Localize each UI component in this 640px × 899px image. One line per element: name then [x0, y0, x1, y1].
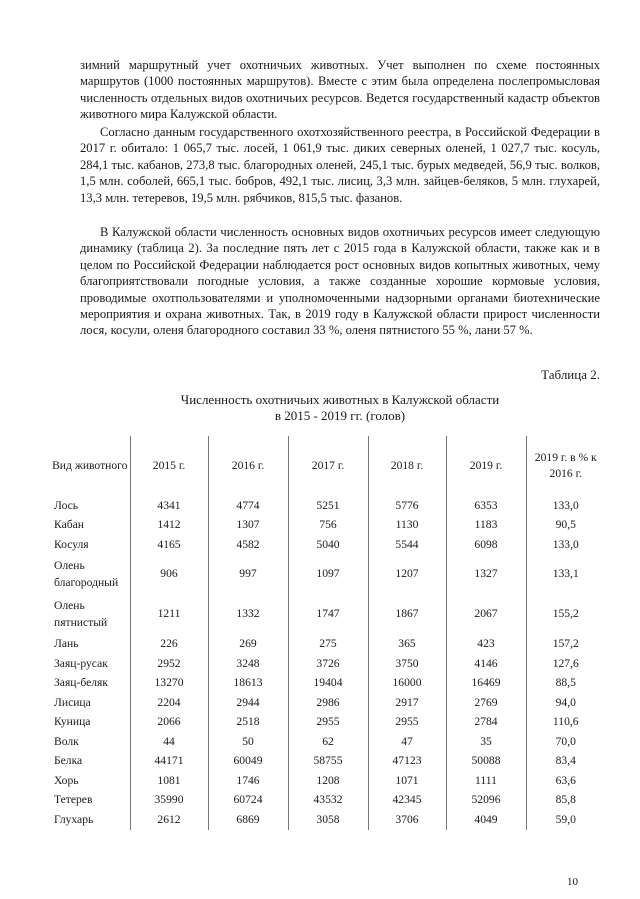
header-2016: 2016 г.: [208, 436, 288, 496]
value-cell: 18613: [208, 674, 288, 694]
value-cell: 1211: [130, 595, 208, 635]
value-cell: 2066: [130, 713, 208, 733]
value-cell: 133,0: [526, 496, 605, 516]
table-row: [50, 771, 605, 791]
value-cell: 5040: [288, 535, 368, 555]
table-row: [50, 496, 605, 516]
species-cell: Волк: [54, 734, 79, 748]
table-row: [50, 713, 605, 733]
species-cell: Глухарь: [54, 812, 94, 826]
table-row: [50, 555, 605, 595]
value-cell: 50: [208, 732, 288, 752]
value-cell: 3750: [368, 654, 446, 674]
table-row: [50, 752, 605, 772]
value-cell: 13270: [130, 674, 208, 694]
table-row: [50, 732, 605, 752]
species-cell: Олень благородный: [54, 559, 119, 589]
table-row: [50, 516, 605, 536]
paragraph-3-text: В Калужской области численность основных видов охотничьих ресурсов имеет следующую динамику (таблица 2). За последние пять лет с 2015 года в Калужской области, также как и в целом по Российской Федерации наблюдается рост основных видов копытных животных, чему благоприятствовали погодные условия, а также созданные хорошие кормовые условия, проводимые охотпользователями и уполномоченными надзорными органами биотехнические мероприятия и охрана животных. Так, в 2019 году в Калужской области прирост численности лося, косули, оленя благородного составил 33 %, оленя пятнистого 55 %, лани 57 %.: [80, 225, 600, 338]
value-cell: 1207: [368, 555, 446, 595]
value-cell: 16469: [446, 674, 526, 694]
table-label: Таблица 2.: [541, 367, 600, 382]
species-cell: Косуля: [54, 537, 89, 551]
value-cell: 35990: [130, 791, 208, 811]
value-cell: 5251: [288, 496, 368, 516]
value-cell: 756: [288, 516, 368, 536]
paragraph-2-text: Согласно данным государственного охотхозяйственного реестра, в Российской Федерации в 2017 г. обитало: 1 065,7 тыс. лосей, 1 061,9 тыс. диких северных оленей, 1 027,7 тыс. косуль, 284,1 тыс. кабанов, 273,8 тыс. благородных оленей, 245,1 тыс. бурых медведей, 56,9 тыс. волков, 1,5 млн. соболей, 665,1 тыс. бобров, 492,1 тыс. лисиц, 3,3 млн. зайцев-беляков, 5 млн. глухарей, 13,3 млн. тетеревов, 19,5 млн. рябчиков, 815,5 тыс. фазанов.: [80, 125, 600, 205]
value-cell: 58755: [288, 752, 368, 772]
value-cell: 269: [208, 635, 288, 655]
value-cell: 63,6: [526, 771, 605, 791]
value-cell: 1130: [368, 516, 446, 536]
value-cell: 62: [288, 732, 368, 752]
value-cell: 2955: [288, 713, 368, 733]
value-cell: 52096: [446, 791, 526, 811]
value-cell: 127,6: [526, 654, 605, 674]
species-cell: Тетерев: [54, 793, 93, 806]
value-cell: 1332: [208, 595, 288, 635]
table-row: [50, 791, 605, 811]
value-cell: 1746: [208, 771, 288, 791]
header-2018: 2018 г.: [368, 436, 446, 496]
value-cell: 1327: [446, 555, 526, 595]
value-cell: 19404: [288, 674, 368, 694]
table-row: [50, 810, 605, 830]
value-cell: 47: [368, 732, 446, 752]
species-cell: Куница: [54, 715, 91, 728]
value-cell: 90,5: [526, 516, 605, 536]
value-cell: 2952: [130, 654, 208, 674]
value-cell: 2769: [446, 693, 526, 713]
value-cell: 226: [130, 635, 208, 655]
header-2019: 2019 г.: [446, 436, 526, 496]
value-cell: 35: [446, 732, 526, 752]
header-2015: 2015 г.: [130, 436, 208, 496]
value-cell: 83,4: [526, 752, 605, 772]
header-species: Вид животного: [52, 458, 128, 472]
value-cell: 6098: [446, 535, 526, 555]
value-cell: 47123: [368, 752, 446, 772]
value-cell: 1747: [288, 595, 368, 635]
value-cell: 2784: [446, 713, 526, 733]
species-cell: Лось: [54, 498, 79, 512]
value-cell: 4165: [130, 535, 208, 555]
paragraph-1-text: зимний маршрутный учет охотничьих животных. Учет выполнен по схеме постоянных маршрутов (1000 постоянных маршрутов). Вместе с этим была определена послепромысловая численность отдельных видов охотничьих ресурсов. Ведется государственный кадастр объектов животного мира Калужской области.: [80, 58, 600, 122]
value-cell: 1097: [288, 555, 368, 595]
value-cell: 2518: [208, 713, 288, 733]
value-cell: 2986: [288, 693, 368, 713]
value-cell: 2612: [130, 810, 208, 830]
value-cell: 155,2: [526, 595, 605, 635]
value-cell: 3726: [288, 654, 368, 674]
table-row: [50, 654, 605, 674]
value-cell: 70,0: [526, 732, 605, 752]
header-2019-percent: 2019 г. в % к 2016 г.: [526, 436, 605, 496]
value-cell: 88,5: [526, 674, 605, 694]
species-cell: Хорь: [54, 773, 79, 787]
header-2017: 2017 г.: [288, 436, 368, 496]
value-cell: 4341: [130, 496, 208, 516]
species-cell: Заяц-беляк: [54, 676, 108, 689]
value-cell: 1111: [446, 771, 526, 791]
value-cell: 423: [446, 635, 526, 655]
species-cell: Заяц-русак: [54, 656, 108, 670]
value-cell: 85,8: [526, 791, 605, 811]
value-cell: 1208: [288, 771, 368, 791]
value-cell: 133,1: [526, 555, 605, 595]
value-cell: 3706: [368, 810, 446, 830]
value-cell: 59,0: [526, 810, 605, 830]
value-cell: 906: [130, 555, 208, 595]
value-cell: 2917: [368, 693, 446, 713]
value-cell: 133,0: [526, 535, 605, 555]
value-cell: 60049: [208, 752, 288, 772]
value-cell: 4774: [208, 496, 288, 516]
value-cell: 4049: [446, 810, 526, 830]
value-cell: 43532: [288, 791, 368, 811]
value-cell: 157,2: [526, 635, 605, 655]
species-cell: Кабан: [54, 518, 84, 531]
table-title: [140, 392, 540, 424]
table-row: [50, 635, 605, 655]
species-cell: Лисица: [54, 695, 91, 709]
value-cell: 2204: [130, 693, 208, 713]
value-cell: 2067: [446, 595, 526, 635]
value-cell: 2955: [368, 713, 446, 733]
value-cell: 6869: [208, 810, 288, 830]
value-cell: 365: [368, 635, 446, 655]
value-cell: 1183: [446, 516, 526, 536]
paragraph-1: [80, 57, 600, 123]
value-cell: 2944: [208, 693, 288, 713]
table-title-line-1: Численность охотничьих животных в Калужской области: [180, 392, 500, 407]
value-cell: 5776: [368, 496, 446, 516]
species-cell: Олень пятнистый: [54, 599, 108, 629]
table-row: [50, 535, 605, 555]
value-cell: 1081: [130, 771, 208, 791]
value-cell: 94,0: [526, 693, 605, 713]
table-row: [50, 595, 605, 635]
species-cell: Лань: [54, 637, 79, 650]
value-cell: 50088: [446, 752, 526, 772]
value-cell: 3248: [208, 654, 288, 674]
table-title-line-2: в 2015 - 2019 гг. (голов): [274, 408, 406, 423]
page-number: 10: [567, 876, 578, 888]
value-cell: 1071: [368, 771, 446, 791]
value-cell: 44: [130, 732, 208, 752]
value-cell: 4146: [446, 654, 526, 674]
value-cell: 6353: [446, 496, 526, 516]
value-cell: 1307: [208, 516, 288, 536]
value-cell: 1412: [130, 516, 208, 536]
value-cell: 60724: [208, 791, 288, 811]
table-row: [50, 693, 605, 713]
value-cell: 16000: [368, 674, 446, 694]
paragraph-3: [80, 224, 600, 339]
value-cell: 42345: [368, 791, 446, 811]
value-cell: 5544: [368, 535, 446, 555]
value-cell: 275: [288, 635, 368, 655]
population-table: [50, 436, 605, 830]
value-cell: 1867: [368, 595, 446, 635]
value-cell: 44171: [130, 752, 208, 772]
value-cell: 997: [208, 555, 288, 595]
value-cell: 3058: [288, 810, 368, 830]
paragraph-2: [80, 124, 600, 206]
value-cell: 4582: [208, 535, 288, 555]
table-header-row: [50, 436, 605, 496]
value-cell: 110,6: [526, 713, 605, 733]
table-row: [50, 674, 605, 694]
species-cell: Белка: [54, 754, 83, 767]
